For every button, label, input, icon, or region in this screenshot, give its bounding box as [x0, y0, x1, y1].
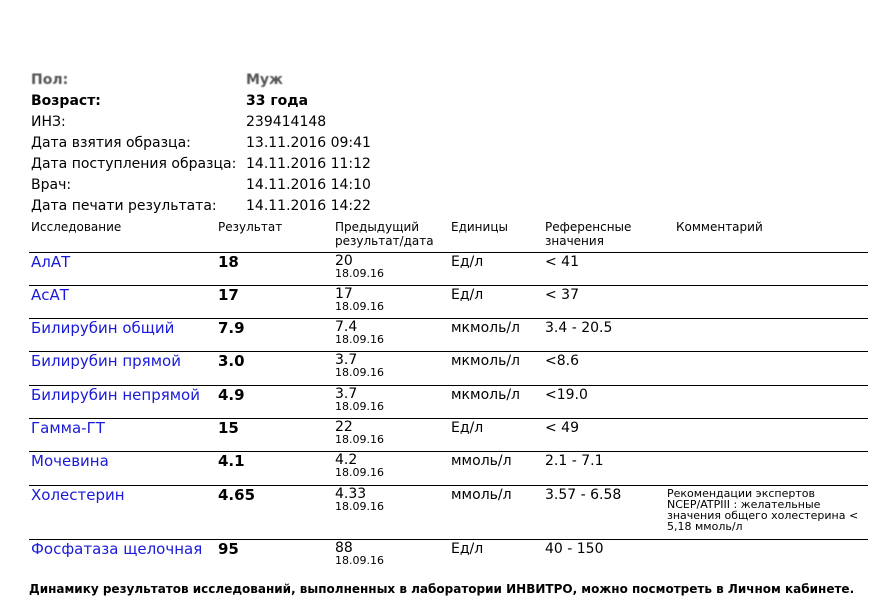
test-result: 18 — [218, 253, 239, 271]
previous-result: 3.7 — [335, 386, 358, 402]
test-unit: ммоль/л — [451, 487, 512, 503]
test-result: 17 — [218, 286, 239, 304]
age-value: 33 года — [246, 93, 309, 109]
table-row — [29, 451, 868, 486]
test-name: Билирубин общий — [31, 319, 175, 337]
table-row — [29, 252, 868, 286]
test-result: 4.1 — [218, 452, 245, 470]
test-unit: Ед/л — [451, 541, 484, 557]
footer-note: Динамику результатов исследований, выполненных в лаборатории ИНВИТРО, можно посмотреть в Личном кабинете. — [29, 582, 855, 596]
header-result: Результат — [218, 220, 283, 234]
header-previous-line-2: результат/дата — [335, 234, 434, 248]
inz-value: 239414148 — [246, 114, 327, 130]
sample-received-value: 14.11.2016 11:12 — [246, 156, 371, 172]
test-result: 15 — [218, 419, 239, 437]
previous-result: 4.2 — [335, 452, 358, 468]
table-row — [29, 285, 868, 319]
previous-date: 18.09.16 — [335, 466, 384, 479]
table-row — [29, 418, 868, 452]
sample-received-label: Дата поступления образца: — [31, 156, 237, 172]
sample-taken-value: 13.11.2016 09:41 — [246, 135, 371, 151]
test-name: Фосфатаза щелочная — [31, 540, 203, 558]
table-row — [29, 318, 868, 352]
previous-result: 7.4 — [335, 319, 358, 335]
previous-date: 18.09.16 — [335, 500, 384, 513]
test-name: АсАТ — [31, 286, 69, 304]
header-reference-line-1: Референсные — [545, 220, 632, 234]
test-comment: Рекомендации экспертов NCEP/ATPIII : желательные значения общего холестерина < 5,18 ммоль/л — [667, 487, 859, 533]
header-test: Исследование — [31, 220, 122, 234]
reference-range: 2.1 - 7.1 — [545, 453, 604, 469]
reference-range: < 41 — [545, 254, 579, 270]
test-unit: Ед/л — [451, 420, 484, 436]
previous-result: 88 — [335, 540, 353, 556]
previous-result: 3.7 — [335, 352, 358, 368]
reference-range: 3.4 - 20.5 — [545, 320, 613, 336]
table-row — [29, 539, 868, 573]
header-previous — [335, 220, 434, 248]
previous-result: 4.33 — [335, 486, 367, 502]
reference-range: < 49 — [545, 420, 579, 436]
test-result: 4.65 — [218, 486, 256, 504]
reference-range: <19.0 — [545, 387, 588, 403]
print-date-value: 14.11.2016 14:22 — [246, 198, 371, 214]
previous-date: 18.09.16 — [335, 433, 384, 446]
sex-value: Муж — [246, 72, 283, 88]
previous-date: 18.09.16 — [335, 554, 384, 567]
table-row — [29, 351, 868, 386]
sex-label: Пол: — [31, 72, 69, 88]
test-name: Билирубин непрямой — [31, 386, 200, 404]
header-units: Единицы — [451, 220, 508, 234]
test-name: Мочевина — [31, 452, 109, 470]
reference-range: <8.6 — [545, 353, 579, 369]
previous-date: 18.09.16 — [335, 400, 384, 413]
header-reference-line-2: значения — [545, 234, 604, 248]
test-name: Холестерин — [31, 486, 125, 504]
previous-date: 18.09.16 — [335, 333, 384, 346]
reference-range: 3.57 - 6.58 — [545, 487, 622, 503]
print-date-label: Дата печати результата: — [31, 198, 217, 214]
header-previous-line-1: Предыдущий — [335, 220, 420, 234]
test-unit: Ед/л — [451, 287, 484, 303]
test-unit: Ед/л — [451, 254, 484, 270]
test-result: 3.0 — [218, 352, 245, 370]
table-row — [29, 485, 868, 540]
test-result: 95 — [218, 540, 239, 558]
header-comment: Комментарий — [676, 220, 763, 234]
reference-range: < 37 — [545, 287, 579, 303]
test-unit: ммоль/л — [451, 453, 512, 469]
previous-result: 17 — [335, 286, 353, 302]
previous-date: 18.09.16 — [335, 300, 384, 313]
previous-date: 18.09.16 — [335, 267, 384, 280]
doctor-value: 14.11.2016 14:10 — [246, 177, 371, 193]
test-result: 7.9 — [218, 319, 245, 337]
reference-range: 40 - 150 — [545, 541, 604, 557]
previous-result: 22 — [335, 419, 353, 435]
table-row — [29, 385, 868, 419]
inz-label: ИНЗ: — [31, 114, 66, 130]
header-reference — [545, 220, 631, 248]
test-name: АлАТ — [31, 253, 71, 271]
test-name: Билирубин прямой — [31, 352, 181, 370]
previous-date: 18.09.16 — [335, 366, 384, 379]
test-result: 4.9 — [218, 386, 245, 404]
test-unit: мкмоль/л — [451, 353, 521, 369]
doctor-label: Врач: — [31, 177, 72, 193]
test-name: Гамма-ГТ — [31, 419, 105, 437]
previous-result: 20 — [335, 253, 353, 269]
test-unit: мкмоль/л — [451, 320, 521, 336]
sample-taken-label: Дата взятия образца: — [31, 135, 191, 151]
age-label: Возраст: — [31, 93, 101, 109]
test-unit: мкмоль/л — [451, 387, 521, 403]
